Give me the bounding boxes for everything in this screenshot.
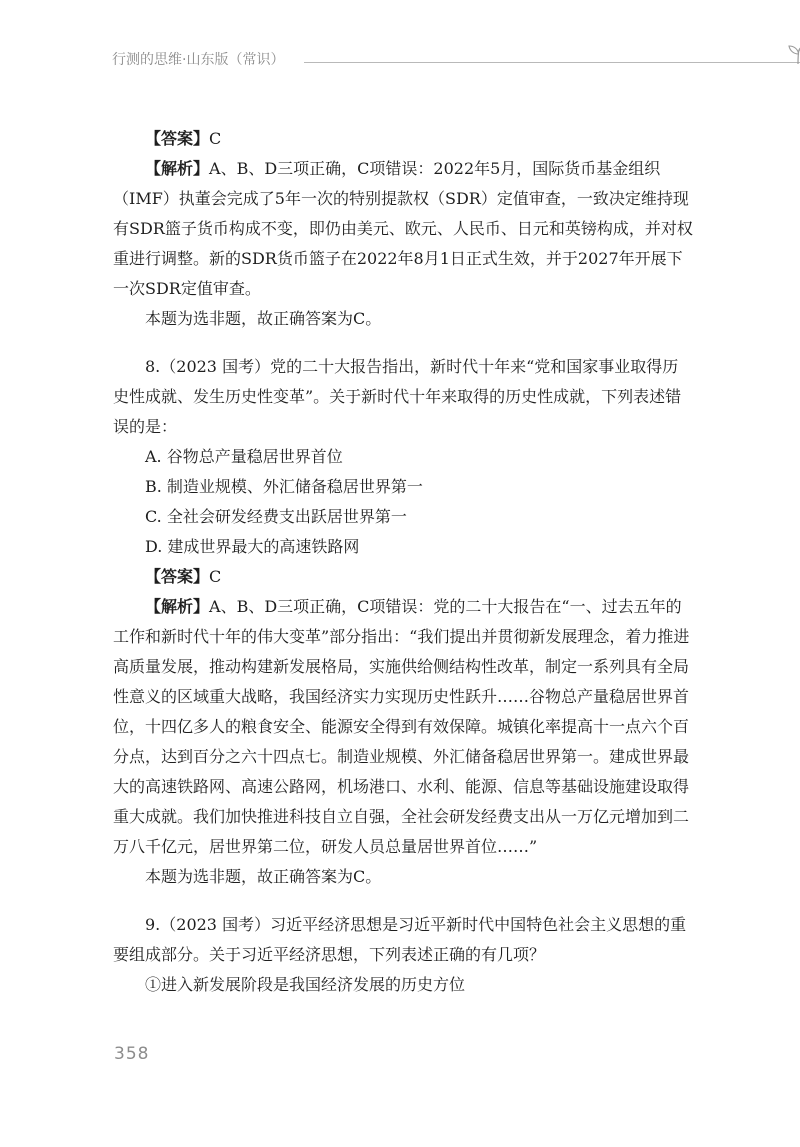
labeled-paragraph: [113, 562, 693, 592]
paragraph-text: A、B、D三项正确，C项错误：2022年5月，国际货币基金组织（IMF）执董会完成了5年一次的特别提款权（SDR）定值审查，一致决定维持现有SDR篮子货币构成不变，即仍由美元、欧元、人民币、日元和英镑构成，并对权重进行调整。新的SDR货币篮子在2022年8月1日正式生效，并于2027年开展下一次SDR定值审查。: [113, 159, 693, 298]
page-number: 358: [114, 1044, 150, 1064]
section-tag: 【解析】: [145, 597, 210, 616]
paragraph: 本题为选非题，故正确答案为C。: [145, 867, 382, 886]
paragraph-gap: [113, 892, 693, 910]
paragraph-gap: [113, 334, 693, 352]
section-tag: 【答案】: [145, 129, 210, 148]
sprout-icon: [784, 42, 800, 66]
book-title: 行测的思维·山东版（常识）: [112, 52, 285, 68]
paragraph: 本题为选非题，故正确答案为C。: [145, 309, 382, 328]
paragraph: C. 全社会研发经费支出跃居世界第一: [145, 507, 407, 526]
paragraph: 8.（2023 国考）党的二十大报告指出，新时代十年来“党和国家事业取得历史性成就、发生历史性变革”。关于新时代十年来取得的历史性成就，下列表述错误的是：: [113, 357, 682, 436]
section-tag: 【解析】: [145, 159, 210, 178]
paragraph: D. 建成世界最大的高速铁路网: [145, 537, 360, 556]
page-body: [113, 124, 693, 1000]
labeled-paragraph: [113, 124, 693, 154]
paragraph: B. 制造业规模、外汇储备稳居世界第一: [145, 477, 423, 496]
running-header: [112, 50, 712, 74]
paragraph: 9.（2023 国考）习近平经济思想是习近平新时代中国特色社会主义思想的重要组成部分。关于习近平经济思想，下列表述正确的有几项？: [113, 915, 687, 964]
paragraph: A. 谷物总产量稳居世界首位: [145, 447, 343, 466]
header-rule: [304, 62, 800, 63]
paragraph-text: C: [209, 129, 222, 148]
paragraph-text: C: [209, 567, 222, 586]
labeled-paragraph: [113, 592, 693, 862]
labeled-paragraph: [113, 154, 693, 304]
paragraph-text: A、B、D三项正确，C项错误：党的二十大报告在“一、过去五年的工作和新时代十年的伟大变革”部分指出：“我们提出并贯彻新发展理念，着力推进高质量发展，推动构建新发展格局，实施供给侧结构性改革，制定一系列具有全局性意义的区域重大战略，我国经济实力实现历史性跃升……谷物总产量稳居世界首位，十四亿多人的粮食安全、能源安全得到有效保障。城镇化率提高十一点六个百分点，达到百分之六十四点七。制造业规模、外汇储备稳居世界第一。建成世界最大的高速铁路网、高速公路网，机场港口、水利、能源、信息等基础设施建设取得重大成就。我们加快推进科技自立自强，全社会研发经费支出从一万亿元增加到二万八千亿元，居世界第二位，研发人员总量居世界首位……”: [113, 597, 690, 856]
paragraph: ①进入新发展阶段是我国经济发展的历史方位: [145, 975, 466, 994]
section-tag: 【答案】: [145, 567, 210, 586]
